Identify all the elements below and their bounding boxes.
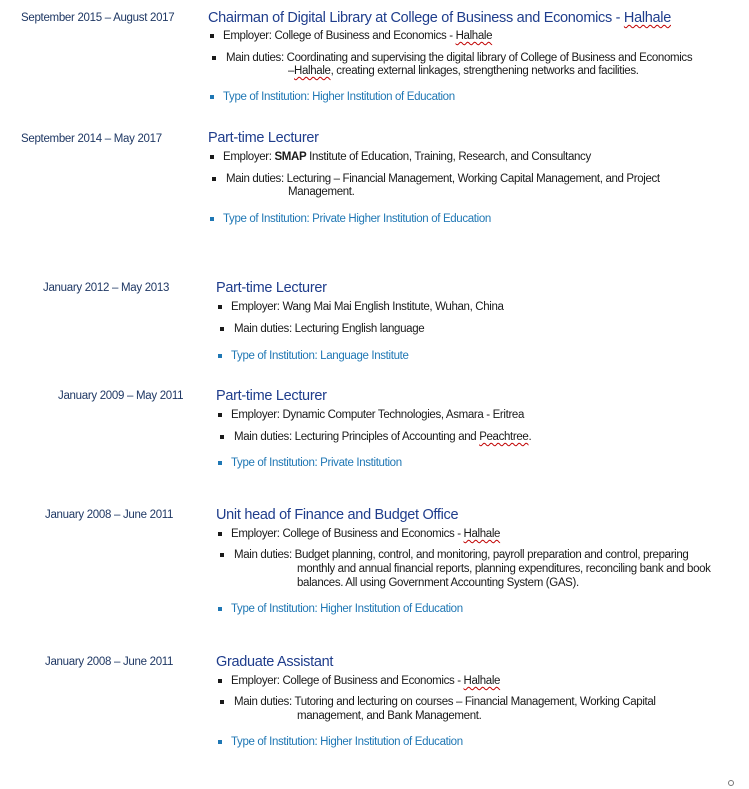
title-place: Halhale [623,10,671,26]
duties-line-3: balances. All using Government Accounting System (GAS). [297,577,579,589]
duties-line-2 [288,65,639,78]
duties-dash: – [288,65,295,77]
employer-line: Employer: Wang Mai Mai English Institute, Wuhan, China [231,301,504,313]
institution-type: Type of Institution: Higher Institution of Education [231,603,463,615]
employer-label: Employer: [223,30,275,42]
duties-place: Halhale [294,65,331,77]
entry-title [208,10,671,26]
institution-type: Type of Institution: Private Institution [231,457,402,469]
employer-line [231,675,500,688]
entry-title: Part-time Lecturer [216,388,327,404]
bullet-icon [218,532,222,536]
bullet-icon [210,155,214,159]
employer-line: Employer: Dynamic Computer Technologies, Asmara - Eritrea [231,409,525,421]
institution-type: Type of Institution: Private Higher Institution of Education [223,213,491,225]
duties-line-1: Main duties: Coordinating and supervising the digital library of College of Business and Economics [226,52,693,64]
employer-label: Employer: [223,151,275,163]
bullet-icon [212,56,216,60]
duties-line-2: monthly and annual financial reports, planning expenditures, reconciling bank and book [297,563,711,575]
employer-line [231,528,500,541]
bullet-icon [220,700,224,704]
entry-title: Part-time Lecturer [216,280,327,296]
duties-rest: , creating external linkages, strengthening networks and facilities. [330,65,639,77]
employer-org: Employer: College of Business and Economics - [231,528,464,540]
bullet-icon [210,34,214,38]
duties-line-1: Main duties: Tutoring and lecturing on courses – Financial Management, Working Capital [234,696,656,708]
employer-place: Halhale [463,528,501,540]
employer-line [223,30,492,43]
bullet-icon [220,435,224,439]
duties-line-2: management, and Bank Management. [297,710,482,722]
entry-date: January 2012 – May 2013 [43,282,170,294]
bullet-icon [218,607,222,611]
employer-org: College of Business and Economics - [274,30,456,42]
bullet-icon [218,305,222,309]
title-text: Chairman of Digital Library at College of Business and Economics - [208,10,624,26]
duties-line-1: Main duties: Lecturing – Financial Management, Working Capital Management, and Project [226,173,660,185]
bullet-icon [218,354,222,358]
bullet-icon [218,679,222,683]
entry-date: January 2009 – May 2011 [58,390,184,402]
entry-title: Graduate Assistant [216,654,334,670]
employer-org: Employer: College of Business and Economics - [231,675,464,687]
duties-line-2: Management. [288,186,355,198]
entry-date: January 2008 – June 2011 [45,656,174,668]
employer-place: Halhale [463,675,501,687]
employer-line [223,151,591,164]
employer-rest: Institute of Education, Training, Research, and Consultancy [306,151,591,163]
entry-date: September 2015 – August 2017 [21,12,175,24]
bullet-icon [210,217,214,221]
institution-type: Type of Institution: Higher Institution of Education [231,736,463,748]
entry-title: Unit head of Finance and Budget Office [216,507,459,523]
bullet-icon [218,413,222,417]
bullet-icon [218,740,222,744]
employer-bold: SMAP [274,151,307,163]
bullet-icon [220,327,224,331]
bullet-icon [218,461,222,465]
duties-text: Main duties: Lecturing Principles of Accounting and [234,431,480,443]
institution-type: Type of Institution: Language Institute [231,350,409,362]
duties-period: . [528,431,532,443]
paragraph-mark-icon [728,780,734,786]
duties-line-1 [234,431,531,444]
bullet-icon [210,95,214,99]
duties-software: Peachtree [479,431,529,443]
duties-line-1: Main duties: Lecturing English language [234,323,425,335]
bullet-icon [212,177,216,181]
institution-type: Type of Institution: Higher Institution of Education [223,91,455,103]
entry-title: Part-time Lecturer [208,130,319,146]
entry-date: January 2008 – June 2011 [45,509,174,521]
entry-date: September 2014 – May 2017 [21,133,162,145]
duties-line-1: Main duties: Budget planning, control, and monitoring, payroll preparation and control, preparing [234,549,689,561]
employer-place: Halhale [455,30,493,42]
bullet-icon [220,553,224,557]
